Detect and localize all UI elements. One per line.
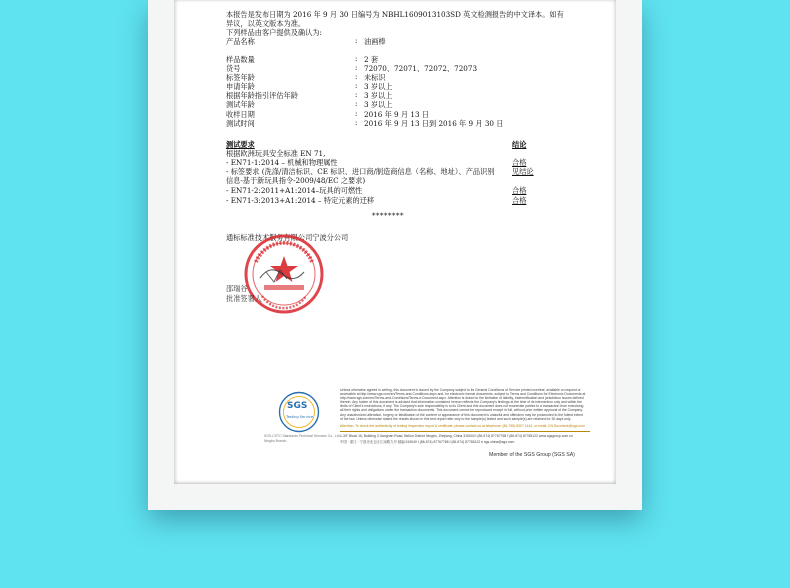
conclusion-header: 结论	[512, 140, 527, 149]
field-label-test-period: 测试时间	[226, 119, 255, 128]
footer-attention: Attention: To check the authenticity of testing /inspection report & certificate, please contact us at telephone: (86-755) 8307 1443, or email: CN.Doccheck@sgs.com	[340, 424, 585, 428]
tests-header: 测试要求	[226, 140, 255, 149]
test-result: 合格	[512, 186, 527, 195]
field-label-test-age: 测试年龄	[226, 100, 255, 109]
field-value-test-period: 2016 年 9 月 13 日到 2016 年 9 月 30 日	[364, 119, 504, 128]
field-sep: :	[355, 37, 358, 45]
tests-intro: 根据欧洲玩具安全标准 EN 71,	[226, 149, 326, 158]
test-report	[174, 0, 616, 484]
sgs-member-note: Member of the SGS Group (SGS SA)	[489, 452, 575, 458]
intro-line-3: 下列样品由客户提供及确认为:	[226, 28, 322, 37]
field-value-test-age: 3 岁以上	[364, 100, 393, 109]
document-page	[174, 0, 616, 484]
sgs-logo-subtext: Testing Service	[286, 415, 314, 419]
test-item: - EN71-1:2014 – 机械和物理属性	[226, 158, 338, 167]
sgs-company-name: SGS-CSTC Standards Technical Services Co., Ltd.	[264, 434, 341, 438]
field-value-quantity: 2 套	[364, 55, 379, 64]
test-item-continued: 信息-基于新玩具指令-2009/48/EC 之要求)	[226, 176, 366, 185]
field-value-applied-age: 3 岁以上	[364, 82, 393, 91]
test-item: - EN71-3:2013+A1:2014 – 特定元素的迁移	[226, 196, 375, 205]
test-item: - EN71-2:2011+A1:2014–玩具的可燃性	[226, 186, 363, 195]
footer-address-cn: 中国 · 浙江 · 宁波市北仑区江南路九号 邮编:315040 t (86-574) 87767768 f (86-574) 87765122 e sgs.china@sgs.com	[340, 440, 515, 444]
field-value-receipt-date: 2016 年 9 月 13 日	[364, 110, 429, 119]
field-sep: :	[355, 64, 358, 72]
picture-frame	[148, 0, 642, 510]
field-label-applied-age: 申请年龄	[226, 82, 255, 91]
sgs-logo-text: SGS	[287, 401, 308, 411]
field-sep: :	[355, 55, 358, 63]
field-label-assessed-age: 根据年龄指引评估年龄	[226, 91, 298, 100]
field-label-label-age: 标签年龄	[226, 73, 255, 82]
field-sep: :	[355, 119, 358, 127]
field-sep: :	[355, 110, 358, 118]
field-label-receipt-date: 收样日期	[226, 110, 255, 119]
signatory-title: 批准签署人	[226, 294, 262, 303]
field-sep: :	[355, 82, 358, 90]
footer-disclaimer: Unless otherwise agreed in writing, this document is issued by the Company subject to its General Conditions of Service printed overleaf, available on request or accessible at http://www.sgs.com/en/Terms-and-Conditions.aspx and, for electronic format documents, subject to Terms and Conditions for Electronic Documents at http://www.sgs.com/en/Terms-and-Conditions/Terms-e-Document.aspx. Attention is drawn to the limitation of liability, indemnification and jurisdiction issues defined therein. Any holder of this document is advised that information contained hereon reflects the Company's findings at the time of its intervention only and within the limits of Client's instructions, if any. The Company's sole responsibility is to its Client and this document does not exonerate parties to a transaction from exercising all their rights and obligations under the transaction documents. This document cannot be reproduced except in full, without prior written approval of the Company. Any unauthorized alteration, forgery or falsification of the content or appearance of this document is unlawful and offenders may be prosecuted to the fullest extent of the law. Unless otherwise stated the results shown in this test report refer only to the sample(s) tested and such sample(s) are retained for 30 days only.	[340, 388, 586, 421]
test-item: - 标签要求 (洗涤/清洁标识、CE 标识、进口商/制造商信息（名称、地址）、产品识别	[226, 167, 495, 176]
intro-line-2: 异议，以英文版本为准。	[226, 19, 306, 28]
field-sep: :	[355, 91, 358, 99]
field-sep: :	[355, 100, 358, 108]
field-label-product: 产品名称	[226, 37, 255, 46]
field-value-label-age: 未标识	[364, 73, 386, 82]
footer-divider	[340, 431, 590, 432]
field-value-product: 油画棒	[364, 37, 386, 46]
signing-company: 通标标准技术服务有限公司宁波分公司	[226, 233, 349, 242]
sgs-branch-name: Ningbo Branch	[264, 439, 287, 443]
test-result: 见结论	[512, 167, 534, 176]
field-value-assessed-age: 3 岁以上	[364, 91, 393, 100]
company-seal-stamp	[242, 232, 326, 316]
test-result: 合格	[512, 196, 527, 205]
field-label-quantity: 样品数量	[226, 55, 255, 64]
field-label-item-no: 货号	[226, 64, 241, 73]
intro-line-1: 本报告是发布日期为 2016 年 9 月 30 日编号为 NBHL1609013103SD 英文检测报告的中文译本。如有	[226, 10, 564, 19]
field-sep: :	[355, 73, 358, 81]
test-result: 合格	[512, 158, 527, 167]
footer-address-en: 1-3/F Block 16, Building 3 Jiangnan Road, Beilun District Ningbo, Zhejiang, China 315040 t (86-574) 87767768 f (86-574) 87765122 www.sgsgroup.com.cn	[340, 434, 573, 438]
field-value-item-no: 72070、72071、72072、72073	[364, 64, 478, 73]
sgs-logo-icon	[278, 391, 320, 433]
signatory-name: 邵瑞谷	[226, 284, 248, 293]
end-mark: ********	[372, 212, 404, 220]
